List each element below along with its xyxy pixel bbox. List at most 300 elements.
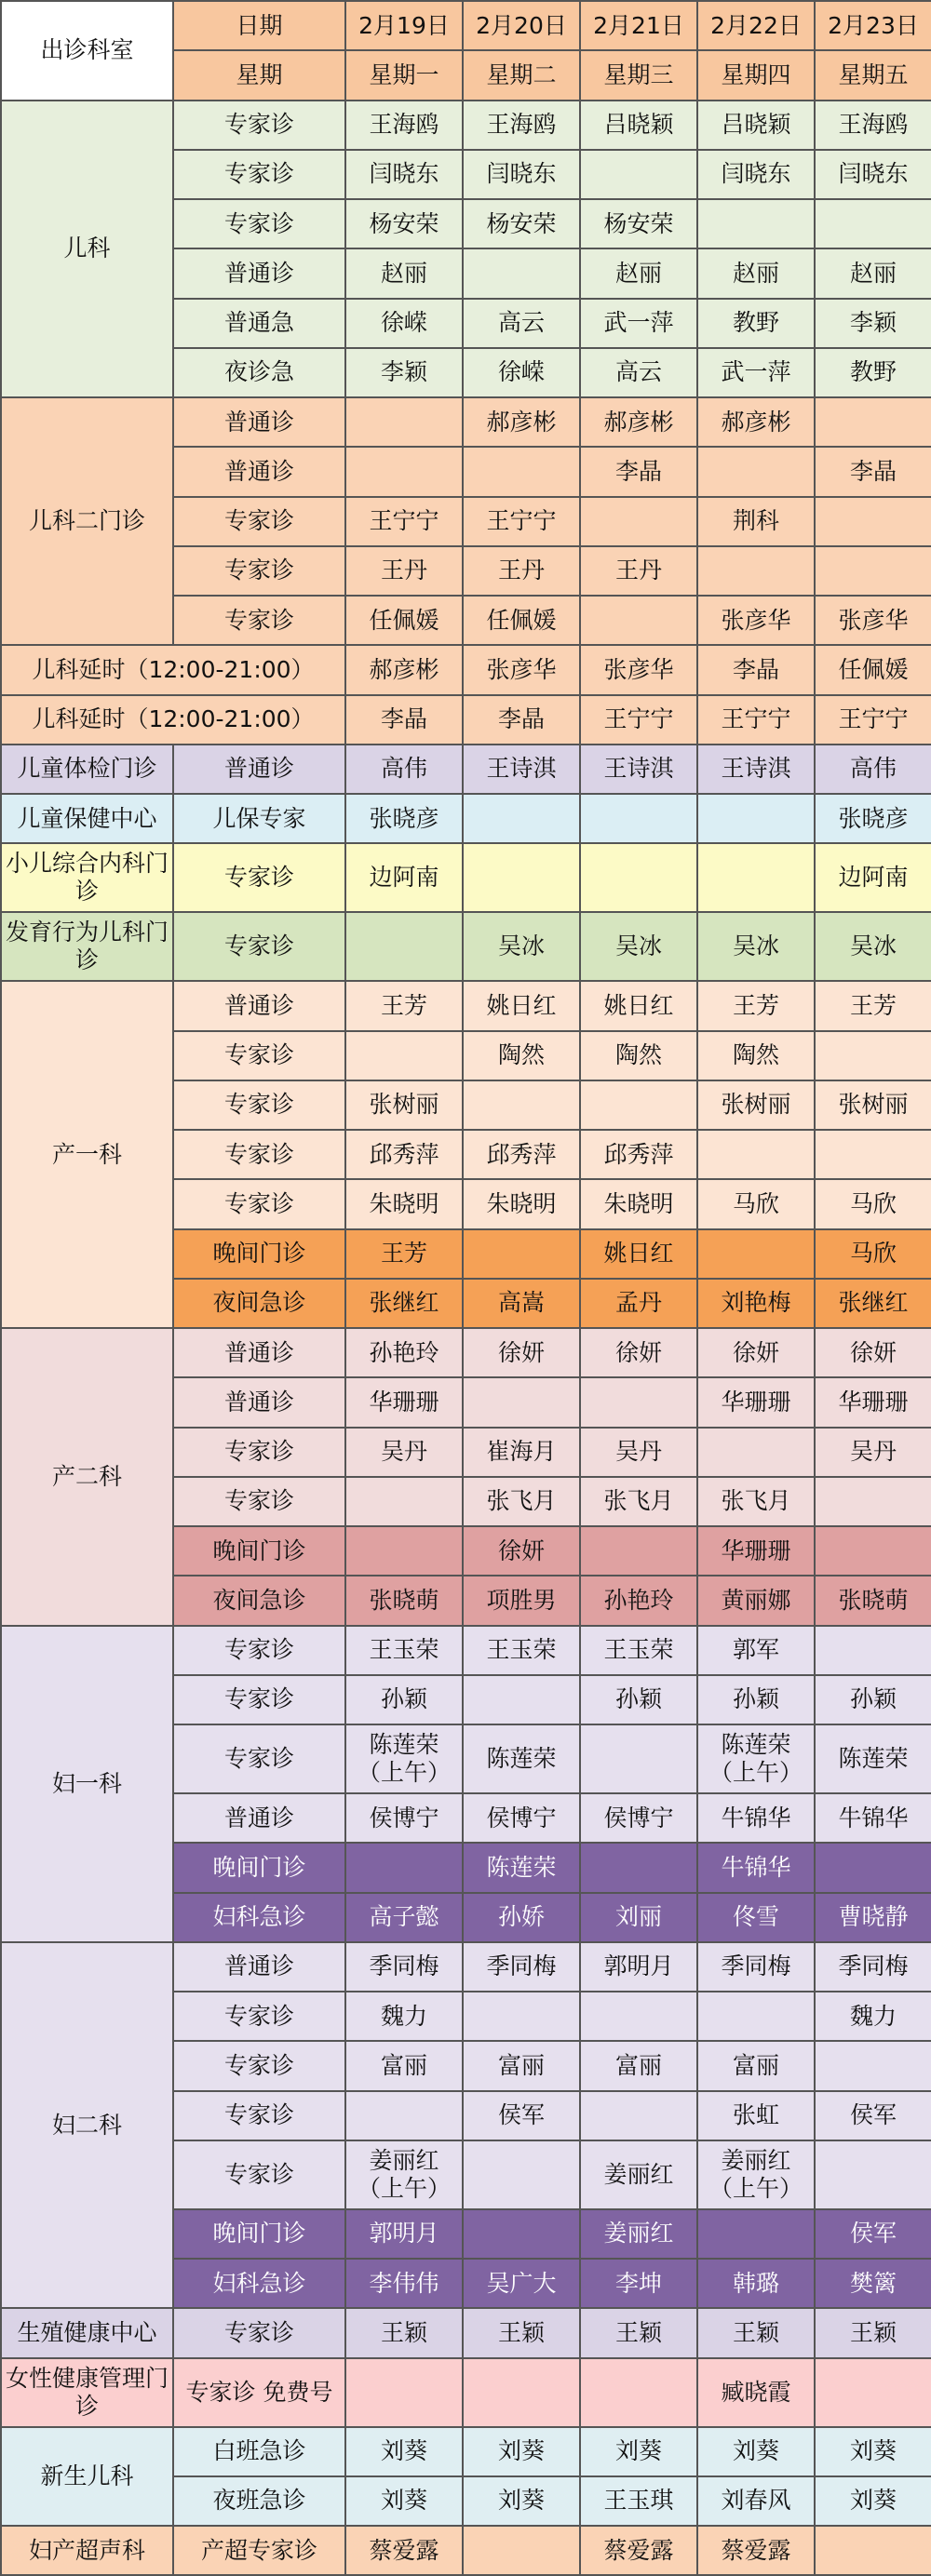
header-date: 2月20日 <box>463 1 580 50</box>
doctor-cell <box>463 1080 580 1130</box>
doctor-cell: 李晶 <box>815 447 931 496</box>
clinic-type-cell: 夜间急诊 <box>173 1576 345 1625</box>
clinic-type-cell: 专家诊 <box>173 1031 345 1080</box>
doctor-cell <box>463 447 580 496</box>
doctor-cell: 张彦华 <box>697 596 815 645</box>
department-cell: 儿童保健中心 <box>1 794 173 843</box>
doctor-cell: 孙娇 <box>463 1893 580 1942</box>
doctor-cell <box>815 1843 931 1892</box>
doctor-cell: 徐妍 <box>815 1328 931 1377</box>
doctor-cell <box>463 248 580 298</box>
header-weekday: 星期五 <box>815 50 931 100</box>
department-cell: 儿科延时（12:00-21:00） <box>1 695 345 745</box>
doctor-cell: 任佩媛 <box>463 596 580 645</box>
doctor-cell <box>815 2041 931 2090</box>
doctor-cell: 马欣 <box>697 1179 815 1228</box>
doctor-cell: 吴广大 <box>463 2259 580 2308</box>
doctor-cell: 王颖 <box>463 2308 580 2357</box>
schedule-row <box>1 794 931 843</box>
doctor-cell: 高子懿 <box>345 1893 463 1942</box>
clinic-type-cell: 晚间门诊 <box>173 1229 345 1279</box>
doctor-cell: 李晶 <box>580 447 697 496</box>
clinic-type-cell: 专家诊 <box>173 150 345 199</box>
doctor-cell: 王玉荣 <box>345 1626 463 1675</box>
doctor-cell: 王海鸥 <box>463 101 580 150</box>
doctor-cell: 张晓萌 <box>815 1576 931 1625</box>
doctor-cell: 王宁宁 <box>815 695 931 745</box>
doctor-cell: 王芳 <box>815 981 931 1030</box>
doctor-cell: 姜丽红 <box>580 2209 697 2259</box>
doctor-cell: 王芳 <box>345 1229 463 1279</box>
doctor-cell: 魏力 <box>815 1992 931 2041</box>
doctor-cell <box>345 1031 463 1080</box>
doctor-cell: 杨安荣 <box>580 199 697 248</box>
doctor-cell <box>463 2209 580 2259</box>
doctor-cell: 陈莲荣 <box>463 1843 580 1892</box>
doctor-cell: 王玉荣 <box>580 1626 697 1675</box>
doctor-cell: 蔡爱露 <box>345 2526 463 2575</box>
doctor-cell: 张彦华 <box>815 596 931 645</box>
clinic-type-cell: 产超专家诊 <box>173 2526 345 2575</box>
doctor-cell: 王丹 <box>345 546 463 596</box>
doctor-cell: 杨安荣 <box>345 199 463 248</box>
doctor-cell: 张飞月 <box>697 1477 815 1526</box>
doctor-cell <box>580 2358 697 2427</box>
doctor-cell: 姜丽红 <box>580 2140 697 2209</box>
doctor-cell: 侯博宁 <box>463 1793 580 1843</box>
header-weekday: 星期四 <box>697 50 815 100</box>
schedule-row <box>1 2358 931 2427</box>
doctor-cell: 黄丽娜 <box>697 1576 815 1625</box>
doctor-cell <box>697 1428 815 1477</box>
doctor-cell <box>463 1229 580 1279</box>
schedule-row <box>1 695 931 745</box>
clinic-type-cell: 专家诊 <box>173 2091 345 2140</box>
doctor-cell <box>815 1130 931 1179</box>
department-cell: 儿科延时（12:00-21:00） <box>1 645 345 694</box>
doctor-cell <box>697 1992 815 2041</box>
doctor-cell: 张彦华 <box>580 645 697 694</box>
doctor-cell: 边阿南 <box>345 843 463 912</box>
doctor-cell: 华珊珊 <box>697 1377 815 1427</box>
doctor-cell: 李颖 <box>345 348 463 397</box>
clinic-type-cell: 普通诊 <box>173 447 345 496</box>
doctor-cell: 教野 <box>697 299 815 348</box>
department-cell: 儿科二门诊 <box>1 397 173 645</box>
schedule-row <box>1 912 931 981</box>
doctor-cell: 王颖 <box>580 2308 697 2357</box>
doctor-cell: 闫晓东 <box>815 150 931 199</box>
doctor-cell: 教野 <box>815 348 931 397</box>
doctor-cell: 魏力 <box>345 1992 463 2041</box>
department-cell: 女性健康管理门诊 <box>1 2358 173 2427</box>
clinic-type-cell: 专家诊 <box>173 101 345 150</box>
doctor-cell: 陶然 <box>697 1031 815 1080</box>
doctor-cell <box>815 1526 931 1576</box>
doctor-cell: 王宁宁 <box>345 497 463 546</box>
doctor-cell: 高云 <box>463 299 580 348</box>
doctor-cell: 任佩媛 <box>815 645 931 694</box>
clinic-type-cell: 普通诊 <box>173 397 345 447</box>
doctor-cell <box>815 199 931 248</box>
clinic-type-cell: 专家诊 <box>173 2140 345 2209</box>
doctor-cell: 李颖 <box>815 299 931 348</box>
doctor-cell: 张虹 <box>697 2091 815 2140</box>
doctor-cell: 王颖 <box>815 2308 931 2357</box>
clinic-type-cell: 专家诊 <box>173 1724 345 1793</box>
doctor-cell: 郝彦彬 <box>697 397 815 447</box>
doctor-cell <box>580 1843 697 1892</box>
doctor-cell: 孙颖 <box>815 1675 931 1724</box>
doctor-cell: 刘葵 <box>815 2476 931 2526</box>
doctor-cell: 郭军 <box>697 1626 815 1675</box>
doctor-cell: 张彦华 <box>463 645 580 694</box>
doctor-cell: 孙艳玲 <box>580 1576 697 1625</box>
doctor-cell <box>463 1377 580 1427</box>
doctor-cell: 王宁宁 <box>580 695 697 745</box>
header-weekday: 星期二 <box>463 50 580 100</box>
doctor-cell: 荆科 <box>697 497 815 546</box>
doctor-cell: 邱秀萍 <box>345 1130 463 1179</box>
doctor-cell: 李坤 <box>580 2259 697 2308</box>
doctor-cell: 闫晓东 <box>463 150 580 199</box>
clinic-type-cell: 普通诊 <box>173 1942 345 1992</box>
clinic-type-cell: 专家诊 <box>173 1130 345 1179</box>
doctor-cell: 王玉琪 <box>580 2476 697 2526</box>
doctor-cell: 王海鸥 <box>345 101 463 150</box>
doctor-cell: 吕晓颖 <box>580 101 697 150</box>
doctor-cell: 季同梅 <box>815 1942 931 1992</box>
clinic-type-cell: 专家诊 <box>173 1080 345 1130</box>
doctor-cell: 季同梅 <box>345 1942 463 1992</box>
header-date: 2月23日 <box>815 1 931 50</box>
doctor-cell: 李晶 <box>697 645 815 694</box>
doctor-cell <box>463 2140 580 2209</box>
doctor-cell: 富丽 <box>580 2041 697 2090</box>
clinic-type-cell: 专家诊 <box>173 1428 345 1477</box>
doctor-cell: 蔡爱露 <box>580 2526 697 2575</box>
department-cell: 生殖健康中心 <box>1 2308 173 2357</box>
clinic-type-cell: 专家诊 <box>173 1626 345 1675</box>
doctor-cell: 朱晓明 <box>345 1179 463 1228</box>
doctor-cell: 华珊珊 <box>697 1526 815 1576</box>
doctor-cell: 吴冰 <box>580 912 697 981</box>
doctor-cell <box>815 2140 931 2209</box>
doctor-cell: 王海鸥 <box>815 101 931 150</box>
doctor-cell: 郭明月 <box>580 1942 697 1992</box>
doctor-cell: 张树丽 <box>697 1080 815 1130</box>
header-date: 2月21日 <box>580 1 697 50</box>
doctor-cell <box>580 1377 697 1427</box>
doctor-cell <box>580 1724 697 1793</box>
doctor-cell: 杨安荣 <box>463 199 580 248</box>
doctor-cell <box>697 447 815 496</box>
doctor-cell: 王玉荣 <box>463 1626 580 1675</box>
clinic-type-cell: 普通诊 <box>173 248 345 298</box>
doctor-cell: 韩璐 <box>697 2259 815 2308</box>
doctor-cell: 赵丽 <box>697 248 815 298</box>
doctor-cell: 富丽 <box>463 2041 580 2090</box>
department-cell: 妇产超声科 <box>1 2526 173 2575</box>
doctor-cell <box>345 397 463 447</box>
doctor-cell <box>580 794 697 843</box>
doctor-cell: 刘丽 <box>580 1893 697 1942</box>
doctor-cell: 富丽 <box>345 2041 463 2090</box>
doctor-cell: 徐妍 <box>463 1526 580 1576</box>
department-cell: 儿科 <box>1 101 173 398</box>
clinic-type-cell: 夜诊急 <box>173 348 345 397</box>
doctor-cell: 张树丽 <box>345 1080 463 1130</box>
doctor-cell <box>697 2209 815 2259</box>
doctor-cell: 边阿南 <box>815 843 931 912</box>
department-cell: 妇二科 <box>1 1942 173 2309</box>
doctor-cell: 徐妍 <box>463 1328 580 1377</box>
doctor-cell: 富丽 <box>697 2041 815 2090</box>
doctor-cell: 侯军 <box>463 2091 580 2140</box>
doctor-cell: 张继红 <box>815 1279 931 1328</box>
clinic-type-cell: 晚间门诊 <box>173 2209 345 2259</box>
clinic-type-cell: 专家诊 <box>173 497 345 546</box>
doctor-cell: 邱秀萍 <box>580 1130 697 1179</box>
doctor-cell: 刘艳梅 <box>697 1279 815 1328</box>
doctor-cell: 赵丽 <box>345 248 463 298</box>
schedule-row <box>1 397 931 447</box>
schedule-row <box>1 843 931 912</box>
clinic-type-cell: 普通急 <box>173 299 345 348</box>
clinic-type-cell: 专家诊 <box>173 1477 345 1526</box>
doctor-cell <box>815 2526 931 2575</box>
doctor-cell: 王丹 <box>463 546 580 596</box>
doctor-cell: 张飞月 <box>580 1477 697 1526</box>
doctor-cell: 吴丹 <box>345 1428 463 1477</box>
doctor-cell: 张晓萌 <box>345 1576 463 1625</box>
doctor-cell: 孙颖 <box>697 1675 815 1724</box>
clinic-type-cell: 专家诊 <box>173 912 345 981</box>
doctor-cell: 姜丽红（上午） <box>697 2140 815 2209</box>
header-date-row <box>1 1 931 50</box>
clinic-type-cell: 专家诊 <box>173 1675 345 1724</box>
doctor-cell: 任佩媛 <box>345 596 463 645</box>
doctor-cell: 曹晓静 <box>815 1893 931 1942</box>
doctor-cell <box>345 2091 463 2140</box>
clinic-type-cell: 专家诊 <box>173 1179 345 1228</box>
schedule-row <box>1 645 931 694</box>
doctor-cell: 徐嵘 <box>345 299 463 348</box>
doctor-cell <box>580 1526 697 1576</box>
doctor-cell: 刘葵 <box>345 2476 463 2526</box>
clinic-type-cell: 普通诊 <box>173 1328 345 1377</box>
doctor-cell: 武一萍 <box>580 299 697 348</box>
doctor-cell <box>345 2358 463 2427</box>
doctor-cell: 牛锦华 <box>815 1793 931 1843</box>
schedule-row <box>1 2308 931 2357</box>
department-cell: 儿童体检门诊 <box>1 745 173 794</box>
doctor-cell: 李晶 <box>345 695 463 745</box>
header-weekday: 星期三 <box>580 50 697 100</box>
schedule-row <box>1 2427 931 2476</box>
doctor-cell: 郝彦彬 <box>345 645 463 694</box>
clinic-type-cell: 晚间门诊 <box>173 1526 345 1576</box>
clinic-type-cell: 普通诊 <box>173 745 345 794</box>
doctor-cell: 季同梅 <box>697 1942 815 1992</box>
doctor-cell: 赵丽 <box>580 248 697 298</box>
header-weekday: 星期一 <box>345 50 463 100</box>
doctor-cell <box>463 794 580 843</box>
doctor-cell: 马欣 <box>815 1229 931 1279</box>
doctor-cell: 刘葵 <box>815 2427 931 2476</box>
header-date-label: 日期 <box>173 1 345 50</box>
doctor-cell <box>345 447 463 496</box>
doctor-cell <box>580 1992 697 2041</box>
doctor-cell: 刘葵 <box>580 2427 697 2476</box>
header-weekday-label: 星期 <box>173 50 345 100</box>
doctor-cell: 王颖 <box>345 2308 463 2357</box>
doctor-cell <box>580 843 697 912</box>
header-date: 2月19日 <box>345 1 463 50</box>
doctor-cell: 徐妍 <box>580 1328 697 1377</box>
doctor-cell <box>345 912 463 981</box>
doctor-cell: 陈莲荣（上午） <box>345 1724 463 1793</box>
department-cell: 发育行为儿科门诊 <box>1 912 173 981</box>
department-cell: 产二科 <box>1 1328 173 1626</box>
doctor-cell <box>345 1843 463 1892</box>
department-cell: 产一科 <box>1 981 173 1328</box>
doctor-cell: 张继红 <box>345 1279 463 1328</box>
doctor-cell <box>815 2358 931 2427</box>
doctor-cell <box>463 843 580 912</box>
doctor-cell: 孙艳玲 <box>345 1328 463 1377</box>
doctor-cell <box>463 2526 580 2575</box>
doctor-cell: 王丹 <box>580 546 697 596</box>
clinic-type-cell: 白班急诊 <box>173 2427 345 2476</box>
doctor-cell <box>580 596 697 645</box>
schedule-row <box>1 2526 931 2575</box>
doctor-cell <box>580 1080 697 1130</box>
doctor-cell: 华珊珊 <box>815 1377 931 1427</box>
doctor-cell: 刘春风 <box>697 2476 815 2526</box>
doctor-cell: 侯博宁 <box>580 1793 697 1843</box>
doctor-cell: 郝彦彬 <box>580 397 697 447</box>
schedule-row <box>1 1942 931 1992</box>
clinic-type-cell: 专家诊 <box>173 199 345 248</box>
doctor-cell <box>580 497 697 546</box>
doctor-cell: 吴冰 <box>815 912 931 981</box>
doctor-cell: 陈莲荣 <box>463 1724 580 1793</box>
doctor-cell: 闫晓东 <box>697 150 815 199</box>
clinic-type-cell: 夜间急诊 <box>173 1279 345 1328</box>
doctor-cell: 刘葵 <box>345 2427 463 2476</box>
doctor-cell: 王诗淇 <box>697 745 815 794</box>
doctor-cell: 刘葵 <box>697 2427 815 2476</box>
doctor-cell <box>697 1130 815 1179</box>
doctor-cell: 吴冰 <box>463 912 580 981</box>
doctor-cell: 王诗淇 <box>463 745 580 794</box>
doctor-cell <box>697 1229 815 1279</box>
doctor-cell: 姚日红 <box>580 1229 697 1279</box>
doctor-cell: 李晶 <box>463 695 580 745</box>
clinic-type-cell: 专家诊 免费号 <box>173 2358 345 2427</box>
clinic-type-cell: 专家诊 <box>173 2308 345 2357</box>
clinic-type-cell: 普通诊 <box>173 1793 345 1843</box>
clinic-type-cell: 专家诊 <box>173 596 345 645</box>
doctor-cell: 王芳 <box>345 981 463 1030</box>
doctor-cell: 张树丽 <box>815 1080 931 1130</box>
clinic-type-cell: 专家诊 <box>173 843 345 912</box>
doctor-cell: 陈莲荣 <box>815 1724 931 1793</box>
doctor-cell: 姚日红 <box>463 981 580 1030</box>
doctor-cell <box>580 150 697 199</box>
doctor-cell: 高伟 <box>345 745 463 794</box>
clinic-type-cell: 专家诊 <box>173 1992 345 2041</box>
doctor-cell <box>815 1477 931 1526</box>
clinic-type-cell: 儿保专家 <box>173 794 345 843</box>
doctor-cell: 吴冰 <box>697 912 815 981</box>
doctor-cell: 陶然 <box>580 1031 697 1080</box>
doctor-cell: 闫晓东 <box>345 150 463 199</box>
doctor-cell <box>697 546 815 596</box>
doctor-cell: 孙颖 <box>345 1675 463 1724</box>
doctor-cell: 高伟 <box>815 745 931 794</box>
doctor-cell: 佟雪 <box>697 1893 815 1942</box>
doctor-cell: 高嵩 <box>463 1279 580 1328</box>
doctor-cell: 吕晓颖 <box>697 101 815 150</box>
header-date: 2月22日 <box>697 1 815 50</box>
doctor-cell: 马欣 <box>815 1179 931 1228</box>
doctor-cell <box>345 1526 463 1576</box>
doctor-cell <box>815 1031 931 1080</box>
doctor-cell <box>815 397 931 447</box>
doctor-cell: 侯军 <box>815 2209 931 2259</box>
doctor-cell: 牛锦华 <box>697 1843 815 1892</box>
doctor-cell: 樊篱 <box>815 2259 931 2308</box>
doctor-cell: 崔海月 <box>463 1428 580 1477</box>
clinic-type-cell: 专家诊 <box>173 2041 345 2090</box>
doctor-cell <box>580 2091 697 2140</box>
clinic-type-cell: 普通诊 <box>173 981 345 1030</box>
doctor-cell: 侯博宁 <box>345 1793 463 1843</box>
doctor-cell: 朱晓明 <box>463 1179 580 1228</box>
doctor-cell: 孙颖 <box>580 1675 697 1724</box>
doctor-cell <box>815 497 931 546</box>
doctor-cell: 姚日红 <box>580 981 697 1030</box>
doctor-cell: 华珊珊 <box>345 1377 463 1427</box>
doctor-cell: 武一萍 <box>697 348 815 397</box>
doctor-cell: 张晓彦 <box>345 794 463 843</box>
doctor-cell: 郝彦彬 <box>463 397 580 447</box>
doctor-cell: 赵丽 <box>815 248 931 298</box>
clinic-type-cell: 夜班急诊 <box>173 2476 345 2526</box>
doctor-cell: 张晓彦 <box>815 794 931 843</box>
doctor-cell: 王宁宁 <box>697 695 815 745</box>
doctor-cell: 朱晓明 <box>580 1179 697 1228</box>
clinic-type-cell: 晚间门诊 <box>173 1843 345 1892</box>
doctor-cell <box>815 1626 931 1675</box>
schedule-row <box>1 1626 931 1675</box>
doctor-cell: 刘葵 <box>463 2476 580 2526</box>
doctor-cell: 邱秀萍 <box>463 1130 580 1179</box>
doctor-cell <box>697 199 815 248</box>
doctor-cell: 王诗淇 <box>580 745 697 794</box>
doctor-cell: 徐嵘 <box>463 348 580 397</box>
clinic-type-cell: 妇科急诊 <box>173 1893 345 1942</box>
doctor-cell: 牛锦华 <box>697 1793 815 1843</box>
doctor-cell: 臧晓霞 <box>697 2358 815 2427</box>
clinic-type-cell: 普通诊 <box>173 1377 345 1427</box>
doctor-cell: 季同梅 <box>463 1942 580 1992</box>
clinic-type-cell: 专家诊 <box>173 546 345 596</box>
doctor-cell <box>345 1477 463 1526</box>
doctor-cell: 王芳 <box>697 981 815 1030</box>
